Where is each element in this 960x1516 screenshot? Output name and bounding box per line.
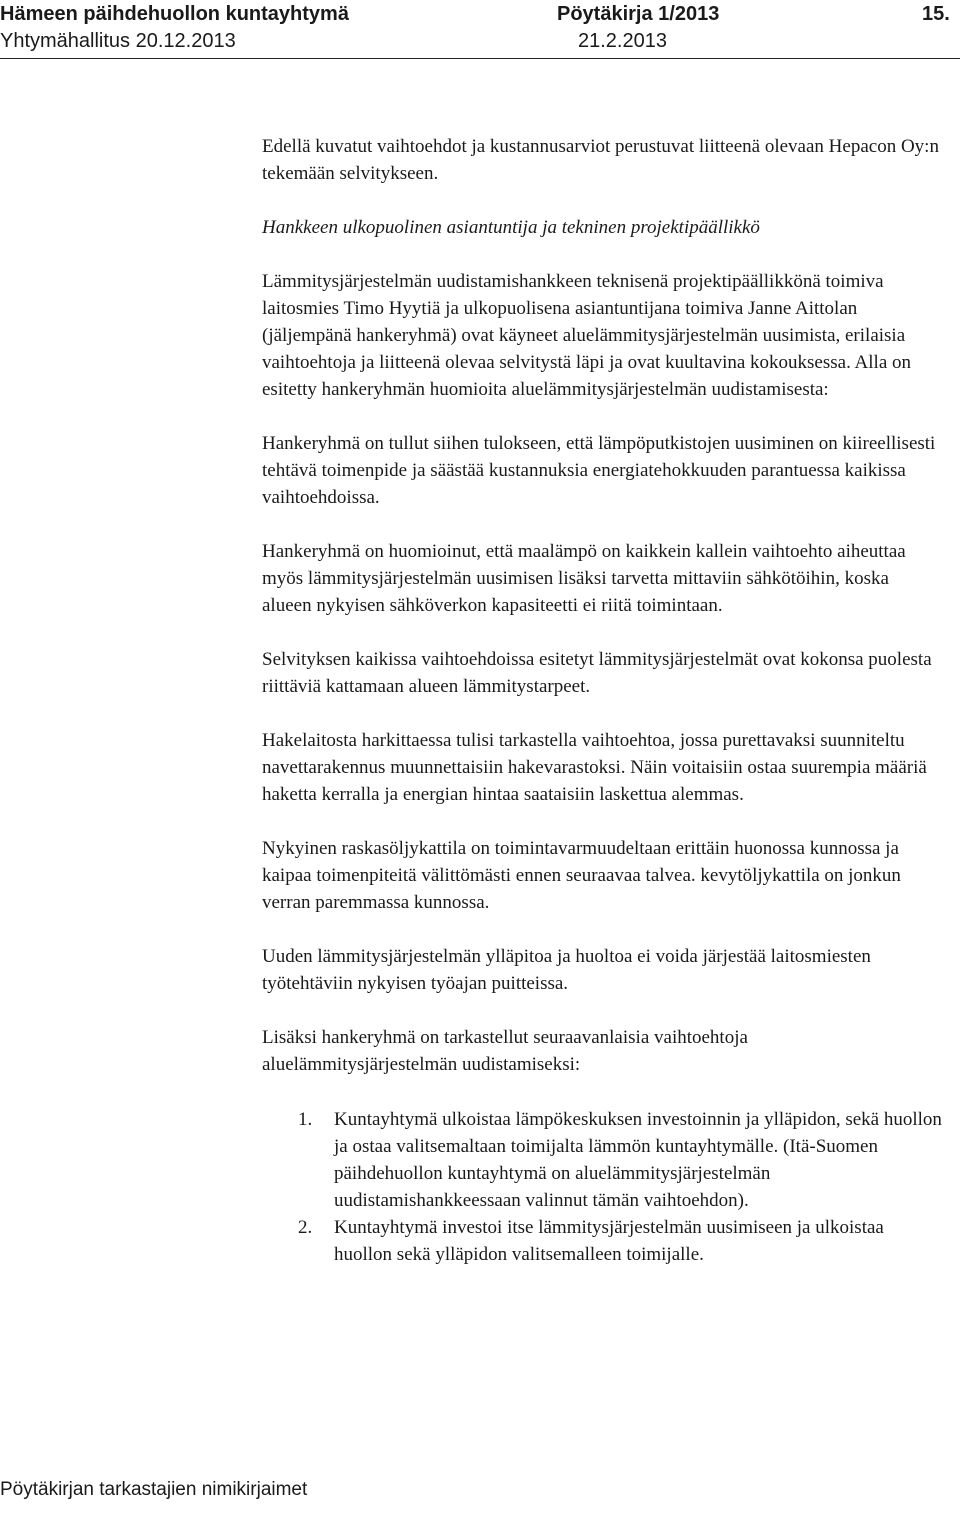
intro-paragraph: Edellä kuvatut vaihtoehdot ja kustannusarviot perustuvat liitteenä olevaan Hepacon Oy:n tekemään selvitykseen. (262, 136, 939, 184)
paragraph-maintenance: Uuden lämmitysjärjestelmän ylläpitoa ja huoltoa ei voida järjestää laitosmiesten työtehtäviin nykyisen työajan puitteissa. (262, 946, 871, 994)
list-item-text: Kuntayhtymä ulkoistaa lämpökeskuksen investoinnin ja ylläpidon, sekä huollon ja ostaa valitsemaltaan toimijalta lämmön kuntayhtymälle. (Itä-Suomen päihdehuollon kuntayhtymä on aluelämmitysjärjestelmän uudistamishankkeessaan valinnut tämän vaihtoehdon). (334, 1109, 942, 1211)
list-item-number: 1. (298, 1109, 313, 1130)
document-title: Pöytäkirja 1/2013 (557, 3, 720, 25)
paragraph-woodchip: Hakelaitosta harkittaessa tulisi tarkastella vaihtoehtoa, jossa purettavaksi suunniteltu navettarakennus muunnettaisiin hakevarastoksi. Näin voitaisiin ostaa suurempia määriä haketta kerralla ja energian hintaa saataisiin laskettua alemmas. (262, 730, 927, 805)
list-item-text: Kuntayhtymä investoi itse lämmitysjärjestelmän uusimiseen ja ulkoistaa huollon sekä ylläpidon valitsemalleen toimijalle. (334, 1217, 884, 1265)
header-divider (0, 58, 960, 59)
list-item (262, 1214, 942, 1268)
secondary-date: 21.2.2013 (578, 30, 667, 52)
paragraph-options-intro: Lisäksi hankeryhmä on tarkastellut seuraavanlaisia vaihtoehtoja aluelämmitysjärjestelmän uudistamiseksi: (262, 1027, 748, 1075)
paragraph-boilers: Nykyinen raskasöljykattila on toimintavarmuudeltaan erittäin huonossa kunnossa ja kaipaa toimenpiteitä välittömästi ennen seuraavaa talvea. kevytöljykattila on jonkun verran paremmassa kunnossa. (262, 838, 901, 913)
organization-name: Hämeen päihdehuollon kuntayhtymä (0, 3, 349, 25)
paragraph-capacity: Selvityksen kaikissa vaihtoehdoissa esitetyt lämmitysjärjestelmät ovat kokonsa puolesta riittäviä kattamaan alueen lämmitystarpeet. (262, 649, 932, 697)
page-number: 15. (922, 3, 950, 25)
list-item-number: 2. (298, 1217, 313, 1238)
signature-label: Pöytäkirjan tarkastajien nimikirjaimet (0, 1479, 308, 1500)
board-meeting-date: Yhtymähallitus 20.12.2013 (0, 30, 236, 52)
paragraph-project-team: Lämmitysjärjestelmän uudistamishankkeen teknisenä projektipäällikkönä toimiva laitosmies Timo Hyytiä ja ulkopuolisena asiantuntijana toimiva Janne Aittolan (jäljempänä hankeryhmä) ovat käyneet aluelämmitysjärjestelmän uusimista, erilaisia vaihtoehtoja ja liitteenä olevaa selvitystä läpi ja ovat kuultavina kokouksessa. Alla on esitetty hankeryhmän huomioita aluelämmitysjärjestelmän uudistamisesta: (262, 271, 911, 400)
paragraph-pipes: Hankeryhmä on tullut siihen tulokseen, että lämpöputkistojen uusiminen on kiireellisesti tehtävä toimenpide ja säästää kustannuksia energiatehokkuuden parantuessa kaikissa vaihtoehdoissa. (262, 433, 936, 508)
document-body (262, 133, 942, 1268)
options-list (262, 1106, 942, 1268)
list-item (262, 1106, 942, 1214)
section-subheading: Hankkeen ulkopuolinen asiantuntija ja tekninen projektipäällikkö (262, 217, 760, 238)
paragraph-geothermal: Hankeryhmä on huomioinut, että maalämpö on kaikkein kallein vaihtoehto aiheuttaa myös lämmitysjärjestelmän uusimisen lisäksi tarvetta mittaviin sähkötöihin, koska alueen nykyisen sähköverkon kapasiteetti ei riitä toimintaan. (262, 541, 906, 616)
